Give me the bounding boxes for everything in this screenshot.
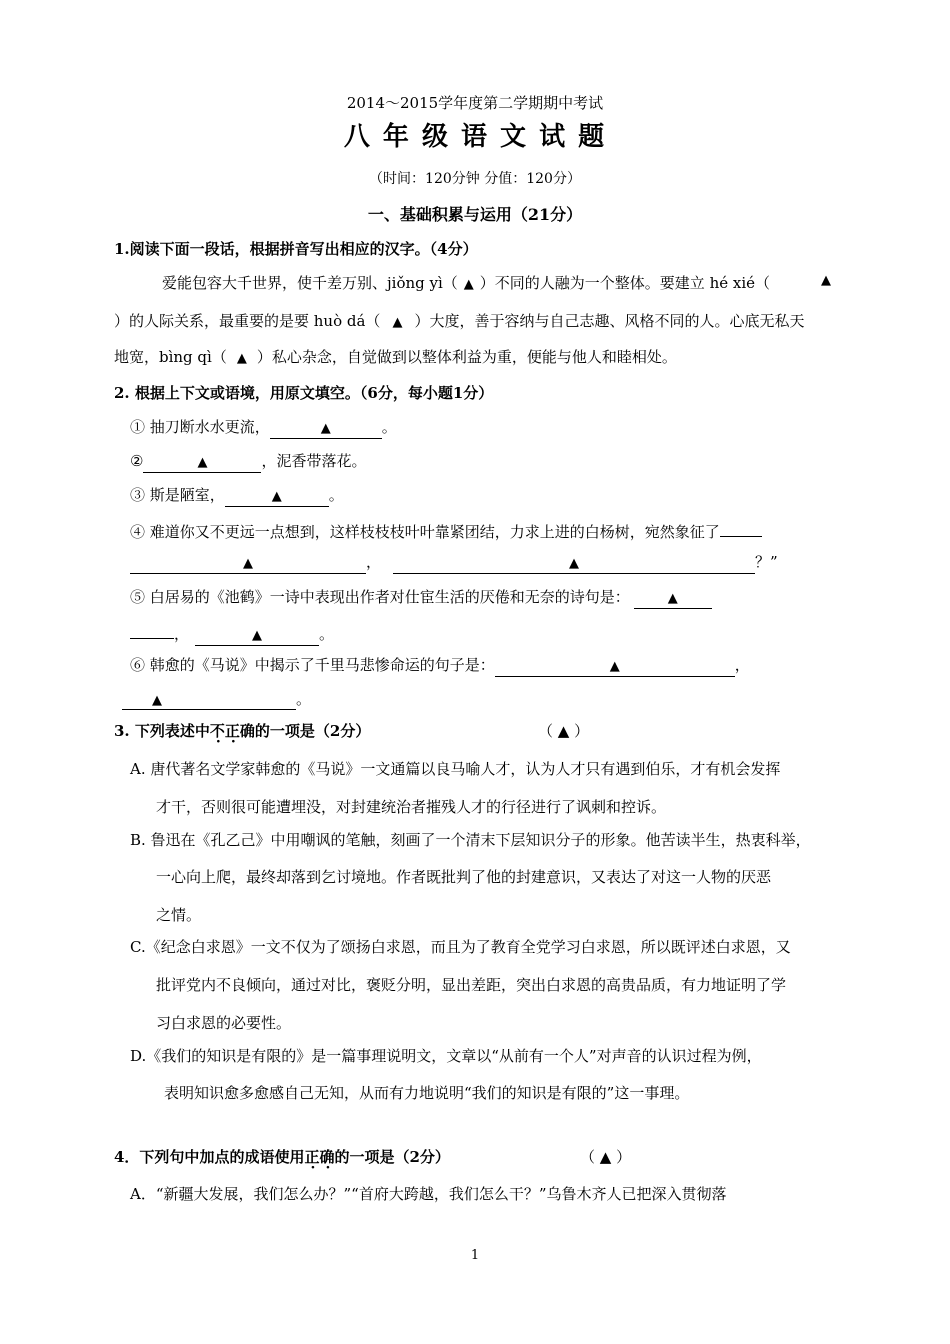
q1-line-2 <box>114 310 804 331</box>
fill-blank[interactable]: ▲ <box>270 420 382 439</box>
q3-option-a-cont: 才干，否则很可能遭埋没，对封建统治者摧残人才的行径进行了讽刺和控诉。 <box>156 798 667 816</box>
q2-item-3 <box>130 484 344 507</box>
q2-item-4-cont <box>130 551 778 574</box>
section-heading: 一、基础积累与运用（21分） <box>367 205 583 224</box>
fill-blank[interactable]: ▲ <box>195 627 319 646</box>
q3-heading-text: 确的一项是（2分） <box>239 722 371 740</box>
q4-heading-text: 的一项是（2分） <box>334 1148 450 1166</box>
q3-option-d-cont: 表明知识愈多愈感自己无知，从而有力地说明“我们的知识是有限的”这一事理。 <box>164 1084 690 1102</box>
fill-blank[interactable]: ▲ <box>225 488 329 507</box>
answer-blank[interactable]: ▲ <box>392 315 403 330</box>
q1-text: 爱能包容大千世界，使千差万别、jiǒng yì（ <box>162 274 458 292</box>
page-number: 1 <box>470 1248 480 1263</box>
q1-text: ）不同的人融为一个整体。要建立 hé xié（ <box>479 274 771 292</box>
q2-text: 。 <box>319 625 335 643</box>
q1-text: ）私心杂念，自觉做到以整体利益为重，便能与他人和睦相处。 <box>256 348 677 366</box>
q3-option-c-cont: 批评党内不良倾向，通过对比，褒贬分明，显出差距，突出白求恩的高贵品质，有力地证明了学 <box>156 976 787 994</box>
q2-text: 。 <box>328 486 344 504</box>
q2-text: ⑤ 白居易的《池鹤》一诗中表现出作者对仕宦生活的厌倦和无奈的诗句是： <box>130 588 630 606</box>
q1-line-1 <box>162 272 770 293</box>
q2-item-6 <box>130 654 750 677</box>
emphasis-char: 确 <box>319 1148 335 1166</box>
q2-text: ，泥香带落花。 <box>261 452 367 470</box>
q1-line-3 <box>114 346 677 367</box>
q2-item-1 <box>130 416 397 439</box>
exam-info: （时间：120分钟 分值：120分） <box>369 171 581 187</box>
q2-text: ⑥ 韩愈的《马说》中揭示了千里马悲惨命运的句子是： <box>130 656 495 674</box>
q2-text: ， <box>366 553 382 571</box>
q4-heading-text: 4．下列句中加点的成语使用 <box>114 1148 305 1166</box>
fill-blank-line[interactable] <box>720 518 762 537</box>
q2-text: ？” <box>755 553 778 571</box>
q4-option-a: A．“新疆大发展，我们怎么办？”“首府大跨越，我们怎么干？”乌鲁木齐人已把深入贯彻落 <box>130 1185 727 1203</box>
q3-option-a: A. 唐代著名文学家韩愈的《马说》一文通篇以良马喻人才，认为人才只有遇到伯乐，才有机会发挥 <box>130 760 781 778</box>
q2-text: ④ 难道你又不更远一点想到，这样枝枝枝叶叶靠紧团结，力求上进的白杨树，宛然象征了 <box>130 523 720 541</box>
fill-blank[interactable]: ▲ <box>393 555 755 574</box>
answer-blank[interactable]: ▲ <box>821 273 831 288</box>
q2-item-4 <box>130 518 762 542</box>
q3-option-c-cont: 习白求恩的必要性。 <box>156 1014 292 1032</box>
q3-option-c: C.《纪念白求恩》一文不仅为了颂扬白求恩，而且为了教育全党学习白求恩，所以既评述白求恩，又 <box>130 938 791 956</box>
question-2-heading: 2. 根据上下文或语境，用原文填空。（6分，每小题1分） <box>114 384 494 402</box>
q2-item-2 <box>130 450 366 473</box>
fill-blank-line[interactable] <box>130 620 174 639</box>
q2-text: ① 抽刀断水水更流， <box>130 418 270 436</box>
fill-blank[interactable]: ▲ <box>634 590 712 609</box>
q3-option-d: D.《我们的知识是有限的》是一篇事理说明文，文章以“从前有一个人”对声音的认识过程为例， <box>130 1047 762 1065</box>
q2-item-6-cont <box>122 688 311 710</box>
q3-option-b: B. 鲁迅在《孔乙己》中用嘲讽的笔触，刻画了一个清末下层知识分子的形象。他苦读半生，热衷科举， <box>130 831 811 849</box>
q3-answer-box[interactable]: （ ▲ ） <box>538 722 590 740</box>
page-title: 八 年 级 语 文 试 题 <box>343 122 607 152</box>
q2-text: ， <box>734 656 750 674</box>
q3-option-b-cont: 一心向上爬，最终却落到乞讨境地。作者既批判了他的封建意识，又表达了对这一人物的厌恶 <box>156 868 772 886</box>
fill-blank[interactable]: ▲ <box>122 692 296 710</box>
q2-text: 。 <box>381 418 397 436</box>
question-1-heading: 1.阅读下面一段话，根据拼音写出相应的汉字。（4分） <box>114 240 478 258</box>
q1-text: 地宽，bìng qì（ <box>114 348 227 366</box>
answer-blank[interactable]: ▲ <box>463 277 474 292</box>
question-4-heading <box>114 1146 450 1167</box>
q2-text: ② <box>130 452 144 470</box>
emphasis-char: 正 <box>224 722 240 740</box>
q2-text: 。 <box>296 690 312 708</box>
fill-blank[interactable]: ▲ <box>130 555 366 574</box>
emphasis-char: 正 <box>304 1148 320 1166</box>
q2-item-5-cont <box>130 620 334 646</box>
exam-term: 2014～2015学年度第二学期期中考试 <box>346 94 604 112</box>
q2-text: ③ 斯是陋室， <box>130 486 225 504</box>
q2-item-5 <box>130 586 712 609</box>
question-3-heading <box>114 720 370 741</box>
q3-option-b-cont: 之情。 <box>156 906 202 924</box>
q4-answer-box[interactable]: （ ▲ ） <box>580 1148 632 1166</box>
q1-text: ）大度，善于容纳与自己志趣、风格不同的人。心底无私天 <box>414 312 805 330</box>
q3-heading-text: 3. 下列表述中 <box>114 722 210 740</box>
fill-blank[interactable]: ▲ <box>143 454 261 473</box>
answer-blank[interactable]: ▲ <box>236 351 247 366</box>
q1-text: ）的人际关系，最重要的是要 huò dá（ <box>114 312 381 330</box>
q2-text: ， <box>174 625 190 643</box>
emphasis-char: 不 <box>209 722 225 740</box>
fill-blank[interactable]: ▲ <box>495 658 735 677</box>
